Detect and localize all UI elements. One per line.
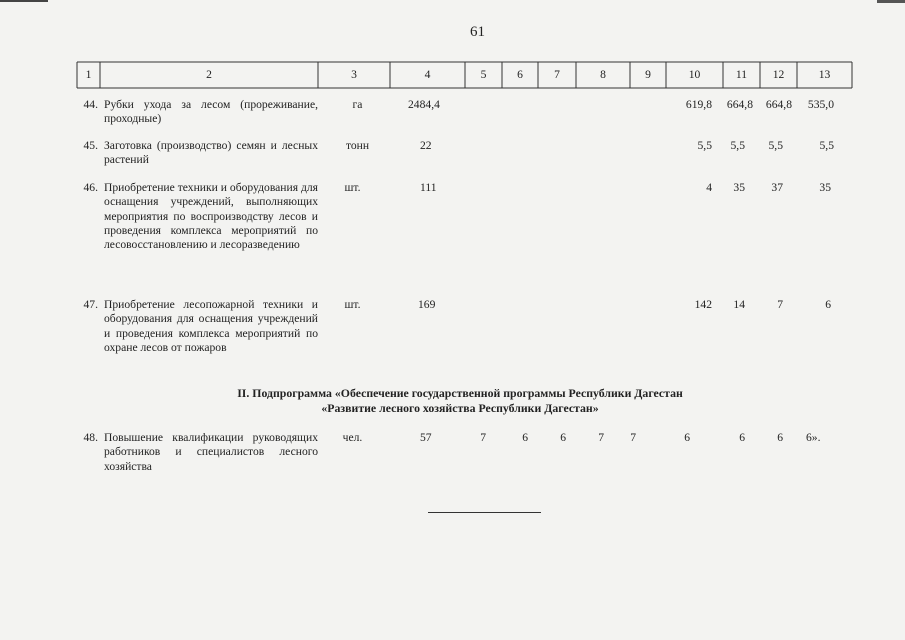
value-col-6: 6 (522, 431, 528, 444)
column-header: 1 (85, 68, 92, 81)
column-header: 8 (600, 68, 606, 81)
value-col-10: 5,5 (697, 139, 712, 152)
value-col-13: 6 (825, 298, 831, 311)
row-description: Повышение квалификации руководящих работников и специалистов лесного хозяйства (104, 431, 318, 473)
row-unit: га (352, 98, 363, 111)
value-col-7: 6 (560, 431, 566, 444)
value-col-11: 35 (733, 181, 745, 194)
row-total: 22 (420, 139, 432, 152)
row-description: Приобретение техники и оборудования для оснащения учреждений, выполняющих мероприятия по воспроизводству лесов и проведения комплекса мероприятий по лесовосстановлению и лесоразведению (104, 181, 318, 252)
value-col-13: 535,0 (807, 98, 834, 111)
value-col-12: 37 (771, 181, 783, 194)
page-number: 61 (470, 24, 485, 40)
row-number: 45. (83, 139, 98, 152)
column-header: 7 (554, 68, 560, 81)
subprogram-heading-line: II. Подпрограмма «Обеспечение государственной программы Республики Дагестан (237, 386, 683, 400)
subprogram-heading-line: «Развитие лесного хозяйства Республики Дагестан» (321, 401, 599, 415)
value-col-10: 4 (706, 181, 712, 194)
value-col-13: 6». (806, 431, 821, 444)
row-total: 57 (420, 431, 432, 444)
row-unit: тонн (345, 139, 370, 152)
value-col-12: 664,8 (765, 98, 792, 111)
row-number: 46. (83, 181, 98, 194)
value-col-9: 7 (630, 431, 636, 444)
row-number: 44. (83, 98, 98, 111)
row-number: 48. (83, 431, 98, 444)
row-description: Приобретение лесопожарной техники и оборудования для оснащения учреждений и проведения комплекса мероприятий по охране лесов от пожаров (104, 298, 318, 354)
row-description: Заготовка (производство) семян и лесных растений (104, 139, 318, 167)
value-col-13: 35 (819, 181, 831, 194)
row-description: Рубки ухода за лесом (прореживание, проходные) (104, 98, 318, 126)
value-col-13: 5,5 (819, 139, 834, 152)
row-total: 2484,4 (408, 98, 440, 111)
column-header: 12 (772, 68, 785, 81)
row-unit: шт. (344, 181, 361, 194)
row-number: 47. (83, 298, 98, 311)
column-header: 6 (517, 68, 523, 81)
value-col-11: 664,8 (726, 98, 753, 111)
value-col-10: 6 (684, 431, 690, 444)
column-header: 9 (645, 68, 651, 81)
value-col-10: 142 (694, 298, 712, 311)
value-col-12: 6 (777, 431, 783, 444)
column-header: 4 (424, 68, 431, 81)
value-col-12: 7 (777, 298, 783, 311)
row-unit: шт. (344, 298, 361, 311)
column-header: 2 (206, 68, 212, 81)
column-header: 10 (688, 68, 701, 81)
column-header: 11 (735, 68, 748, 81)
column-header: 3 (351, 68, 357, 81)
value-col-11: 5,5 (730, 139, 745, 152)
value-col-12: 5,5 (768, 139, 783, 152)
row-total: 169 (418, 298, 436, 311)
closing-rule (428, 512, 541, 513)
row-unit: чел. (342, 431, 363, 444)
subprogram-heading (200, 386, 720, 416)
value-col-10: 619,8 (685, 98, 712, 111)
value-col-11: 14 (733, 298, 745, 311)
value-col-11: 6 (739, 431, 745, 444)
row-total: 111 (420, 181, 437, 194)
column-header: 13 (818, 68, 831, 81)
column-header: 5 (480, 68, 487, 81)
value-col-5: 7 (480, 431, 486, 444)
value-col-8: 7 (598, 431, 604, 444)
